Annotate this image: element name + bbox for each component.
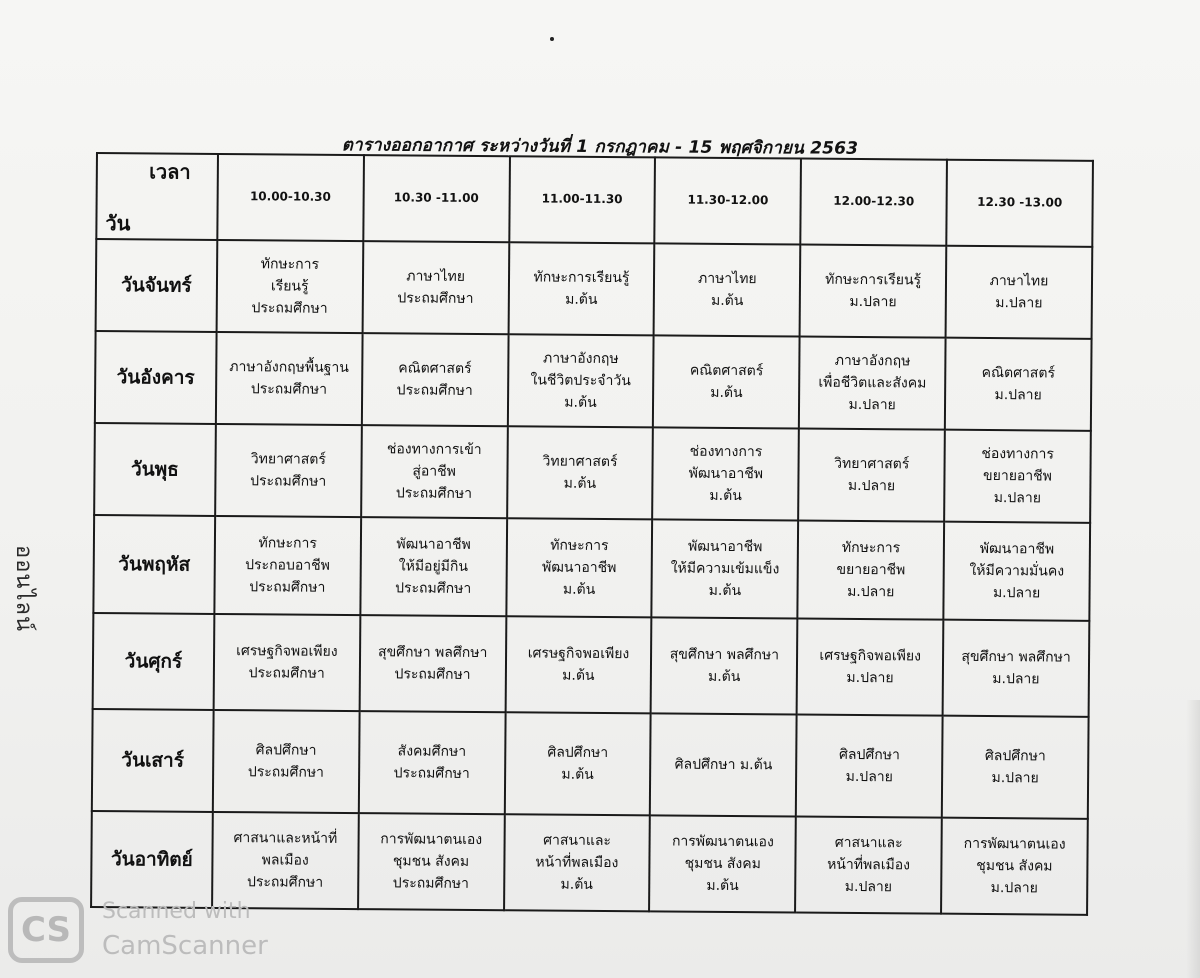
program-line: ประถมศึกษา [397,290,474,307]
program-line: ศาสนาและหน้าที่ [233,830,338,847]
program-cell [651,617,798,714]
schedule-row [95,331,1092,431]
program-line: หน้าที่พลเมือง [535,854,619,872]
program-line: ม.ต้น [562,581,596,598]
program-line: ม.ปลาย [994,387,1042,404]
program-line: ม.ปลาย [847,477,896,495]
program-cell [799,337,946,430]
day-label-cell: วันเสาร์ [92,709,214,812]
program-cell [362,241,509,334]
program-line: ศิลปศึกษา ม.ต้น [674,756,773,774]
program-line: ชุมชน สังคม [684,855,761,873]
program-cell [795,817,942,914]
program-line: เรียนรู้ [270,278,309,295]
program-line: คณิตศาสตร์ [981,364,1056,382]
program-line: ประถมศึกษา [249,579,326,596]
camscanner-watermark [8,893,308,973]
program-cell [943,522,1090,621]
program-line: เศรษฐกิจพอเพียง [236,643,338,660]
schedule-row [94,423,1091,523]
program-line: ม.ต้น [561,766,594,783]
program-cell [653,335,800,428]
day-label-cell: วันอาทิตย์ [91,811,213,908]
schedule-row [93,613,1090,717]
program-line: สุขศึกษา พลศึกษา [378,644,488,662]
program-line: ม.ต้น [706,877,739,895]
program-line: ประกอบอาชีพ [245,557,330,574]
program-line: ในชีวิตประจำวัน [530,372,631,390]
schedule-title: ตารางออกอากาศ ระหว่างวันที่ 1 กรกฎาคม - 15 พฤศจิกายน 2563 [341,135,859,159]
program-line: ม.ปลาย [991,770,1039,787]
program-line: ประถมศึกษา [393,765,470,782]
program-line: ทักษะการ [258,535,317,552]
program-line: พัฒนาอาชีพ [542,559,617,577]
day-axis-label: วัน [105,211,131,236]
program-line: คณิตศาสตร์ [398,360,472,377]
program-cell [214,516,361,615]
broadcast-schedule-table [90,152,1094,916]
program-cell [505,616,652,713]
time-slot-header: 11.00-11.30 [509,156,656,243]
program-cell [796,715,943,818]
day-label-cell: วันพฤหัส [93,515,215,614]
program-cell [216,332,363,425]
program-cell [507,334,654,427]
program-line: สู่อาชีพ [412,463,456,480]
program-line: ช่องทางการ [981,445,1055,463]
program-line: ภาษาไทย [697,270,757,288]
program-line: ทักษะการ [260,256,320,273]
program-line: ทักษะการ [550,537,609,555]
program-line: ม.ปลาย [846,669,894,687]
program-cell [652,519,799,618]
program-cell [798,521,945,620]
time-slot-header: 10.30 -11.00 [363,155,510,242]
program-line: ประถมศึกษา [392,875,469,892]
program-cell [507,426,654,519]
header-row [96,153,1093,247]
program-line: ภาษาไทย [989,273,1049,290]
camscanner-logo-icon: CS [8,897,84,963]
program-line: สังคมศึกษา [397,743,467,760]
dust-speck [550,37,554,41]
program-line: ทักษะการ [841,539,901,557]
handwritten-margin-note: ออนไลน์ [11,545,36,633]
program-cell [653,427,800,520]
program-line: ประถมศึกษา [396,382,473,399]
program-line: ม.ปลาย [848,396,896,414]
program-line: ม.ต้น [562,667,595,684]
program-line: ชุมชน สังคม [392,853,470,870]
program-line: ให้มีอยู่มีกิน [398,558,469,575]
program-line: ม.ปลาย [995,295,1043,312]
page-edge-shadow [1186,700,1200,978]
corner-header-cell [96,153,218,240]
program-line: ศิลปศึกษา [547,744,609,762]
program-line: หน้าที่พลเมือง [827,856,911,874]
time-slot-header: 12.30 -13.00 [946,160,1093,247]
program-line: ศาสนาและ [834,834,903,852]
program-cell [361,425,508,518]
program-line: ม.ปลาย [990,880,1038,897]
program-line: สุขศึกษา พลศึกษา [669,646,780,664]
program-line: ม.ต้น [710,292,744,310]
program-cell [216,240,363,333]
program-line: ชุมชน สังคม [976,857,1053,875]
program-cell [508,242,655,335]
program-line: ม.ต้น [564,394,597,411]
time-slot-header: 10.00-10.30 [217,154,364,241]
program-line: ประถมศึกษา [246,874,324,891]
schedule-row [93,515,1090,621]
day-label-cell: วันพุธ [94,423,216,516]
schedule-body [91,239,1092,915]
time-slot-header: 11.30-12.00 [655,157,802,244]
program-cell [358,813,505,910]
program-line: ประถมศึกษา [250,381,328,398]
program-cell [504,814,651,911]
program-line: พัฒนาอาชีพ [396,536,471,553]
schedule-row [92,709,1089,819]
program-line: ศิลปศึกษา [838,746,900,764]
program-cell [359,711,506,814]
program-line: เศรษฐกิจพอเพียง [819,647,922,665]
program-line: ม.ปลาย [844,878,893,896]
program-line: สุขศึกษา พลศึกษา [961,648,1071,666]
program-cell [800,245,947,338]
program-cell [213,614,360,711]
program-cell [941,818,1088,915]
day-label-cell: วันจันทร์ [96,239,218,332]
program-cell [942,716,1089,819]
program-line: วิทยาศาสตร์ [250,451,326,468]
watermark-line-1: Scanned with [102,899,251,924]
program-line: ขยายอาชีพ [983,467,1052,485]
time-axis-label: เวลา [149,159,191,184]
program-cell [654,243,801,336]
program-line: ให้มีความมั่นคง [969,562,1065,580]
program-line: ม.ปลาย [992,671,1040,688]
program-line: ม.ปลาย [849,293,897,311]
program-line: ภาษาอังกฤษพื้นฐาน [229,359,349,376]
program-line: ภาษาไทย [406,268,466,285]
program-cell [213,710,360,813]
program-line: ภาษาอังกฤษ [542,350,619,368]
program-cell [650,713,797,816]
program-cell [362,333,509,426]
program-line: ม.ปลาย [993,490,1042,507]
program-line: พัฒนาอาชีพ [979,540,1055,558]
program-line: ม.ต้น [707,668,741,686]
watermark-line-2: CamScanner [102,931,268,961]
program-line: ขยายอาชีพ [836,561,906,579]
day-label-cell: วันศุกร์ [93,613,215,710]
program-line: การพัฒนาตนเอง [671,833,774,851]
program-cell [945,338,1092,431]
program-line: เศรษฐกิจพอเพียง [527,645,630,663]
program-line: การพัฒนาตนเอง [380,831,483,849]
program-line: ทักษะการเรียนรู้ [533,269,630,287]
program-cell [946,246,1093,339]
program-line: ม.ปลาย [845,768,893,786]
program-line: ให้มีความเข้มแข็ง [670,560,780,578]
program-line: ม.ต้น [565,291,598,308]
program-line: พลเมือง [261,852,309,869]
program-line: ม.ปลาย [992,585,1041,602]
program-line: ช่องทางการ [689,443,763,461]
program-line: ทักษะการเรียนรู้ [825,271,922,289]
program-cell [944,430,1091,523]
program-line: การพัฒนาตนเอง [963,835,1066,853]
program-cell [798,429,945,522]
program-line: ม.ต้น [710,384,743,402]
day-label-cell: วันอังคาร [95,331,217,424]
time-slot-header: 12.00-12.30 [801,159,948,246]
program-line: ศาสนาและ [543,832,612,850]
program-line: ประถมศึกษา [395,485,473,502]
program-line: ประถมศึกษา [395,580,472,597]
program-line: ม.ต้น [563,475,597,492]
program-line: ช่องทางการเข้า [386,441,482,459]
program-line: ม.ต้น [709,487,742,505]
program-cell [359,615,506,712]
program-line: พัฒนาอาชีพ [688,538,763,556]
program-cell [215,424,362,517]
program-line: วิทยาศาสตร์ [834,455,910,473]
program-line: ม.ปลาย [847,583,895,601]
program-line: พัฒนาอาชีพ [688,465,764,483]
program-line: ประถมศึกษา [248,665,325,682]
program-line: วิทยาศาสตร์ [542,453,618,471]
program-cell [504,712,651,815]
program-cell [649,815,796,912]
program-line: ภาษาอังกฤษ [834,352,911,370]
program-cell [943,620,1090,717]
program-line: ม.ต้น [560,876,593,893]
schedule-row [96,239,1093,339]
program-cell [360,517,507,616]
program-line: ประถมศึกษา [394,666,471,683]
program-line: ประถมศึกษา [251,300,328,317]
program-cell [506,518,653,617]
program-line: เพื่อชีวิตและสังคม [818,374,927,392]
program-line: ประถมศึกษา [250,473,327,490]
program-line: ม.ต้น [708,582,742,600]
program-line: ศิลปศึกษา [255,742,317,759]
program-line: คณิตศาสตร์ [689,362,764,380]
program-line: ศิลปศึกษา [984,748,1046,765]
program-cell [797,619,944,716]
program-line: ประถมศึกษา [247,764,325,781]
